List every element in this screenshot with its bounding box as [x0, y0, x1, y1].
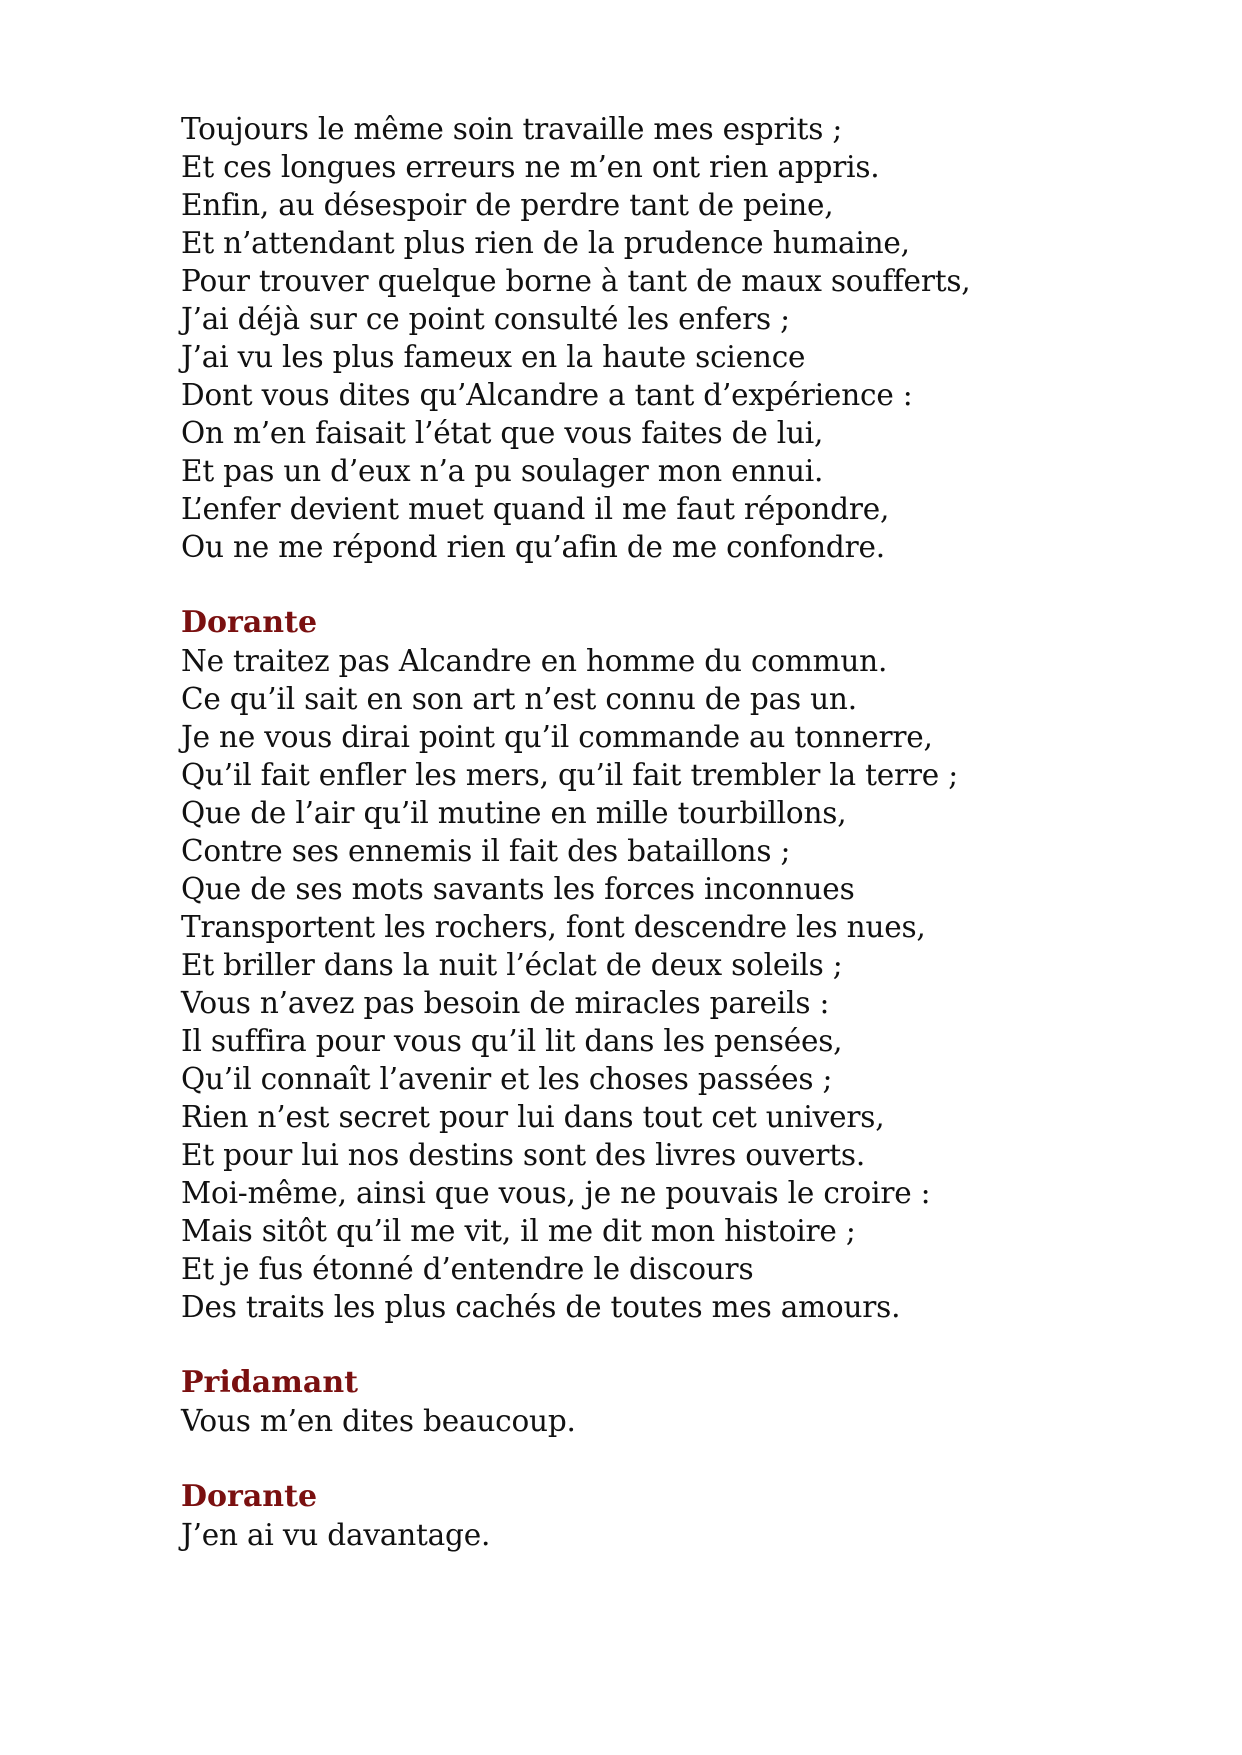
verse-line: Qu’il connaît l’avenir et les choses passées ; — [181, 1062, 833, 1096]
verse-line: Rien n’est secret pour lui dans tout cet univers, — [181, 1100, 885, 1134]
verse-line: Et pas un d’eux n’a pu soulager mon ennui. — [181, 454, 824, 488]
verse-line: Et ces longues erreurs ne m’en ont rien appris. — [181, 150, 880, 184]
verse-line: Transportent les rochers, font descendre les nues, — [181, 910, 926, 944]
verse-line: Des traits les plus cachés de toutes mes amours. — [181, 1290, 901, 1324]
verse-line: Il suffira pour vous qu’il lit dans les pensées, — [181, 1024, 843, 1058]
verse-line: Et pour lui nos destins sont des livres ouverts. — [181, 1138, 866, 1172]
speech-dorante-1 — [181, 604, 1181, 1326]
verse-line: Et briller dans la nuit l’éclat de deux soleils ; — [181, 948, 843, 982]
opening-verse — [181, 110, 1181, 566]
verse-line: Ne traitez pas Alcandre en homme du commun. — [181, 644, 888, 678]
verse-line: On m’en faisait l’état que vous faites de lui, — [181, 416, 824, 450]
verse-line: Toujours le même soin travaille mes esprits ; — [181, 112, 843, 146]
verse-line: Mais sitôt qu’il me vit, il me dit mon histoire ; — [181, 1214, 856, 1248]
verse-line: Vous n’avez pas besoin de miracles pareils : — [181, 986, 830, 1020]
speech-pridamant — [181, 1364, 1181, 1440]
verse-line: Contre ses ennemis il fait des bataillons ; — [181, 834, 791, 868]
verse-line: Et je fus étonné d’entendre le discours — [181, 1252, 754, 1286]
speech-dorante-2 — [181, 1478, 1181, 1554]
verse-line: Enfin, au désespoir de perdre tant de peine, — [181, 188, 834, 222]
verse-line: Que de l’air qu’il mutine en mille tourbillons, — [181, 796, 847, 830]
speaker-name: Dorante — [181, 605, 318, 640]
verse-line: Que de ses mots savants les forces inconnues — [181, 872, 855, 906]
verse-line: Vous m’en dites beaucoup. — [181, 1404, 576, 1438]
verse-line: Je ne vous dirai point qu’il commande au tonnerre, — [181, 720, 933, 754]
verse-line: Et n’attendant plus rien de la prudence humaine, — [181, 226, 910, 260]
play-text — [181, 110, 1181, 1554]
verse-line: Moi-même, ainsi que vous, je ne pouvais le croire : — [181, 1176, 931, 1210]
verse-line: Qu’il fait enfler les mers, qu’il fait trembler la terre ; — [181, 758, 958, 792]
verse-line: J’ai déjà sur ce point consulté les enfers ; — [181, 302, 790, 336]
verse-line: J’en ai vu davantage. — [181, 1518, 491, 1552]
verse-line: Ce qu’il sait en son art n’est connu de pas un. — [181, 682, 857, 716]
verse-line: L’enfer devient muet quand il me faut répondre, — [181, 492, 890, 526]
speaker-name: Dorante — [181, 1479, 318, 1514]
speaker-name: Pridamant — [181, 1365, 359, 1400]
verse-line: Dont vous dites qu’Alcandre a tant d’expérience : — [181, 378, 913, 412]
verse-line: J’ai vu les plus fameux en la haute science — [181, 340, 806, 374]
verse-line: Pour trouver quelque borne à tant de maux soufferts, — [181, 264, 971, 298]
verse-line: Ou ne me répond rien qu’afin de me confondre. — [181, 530, 885, 564]
